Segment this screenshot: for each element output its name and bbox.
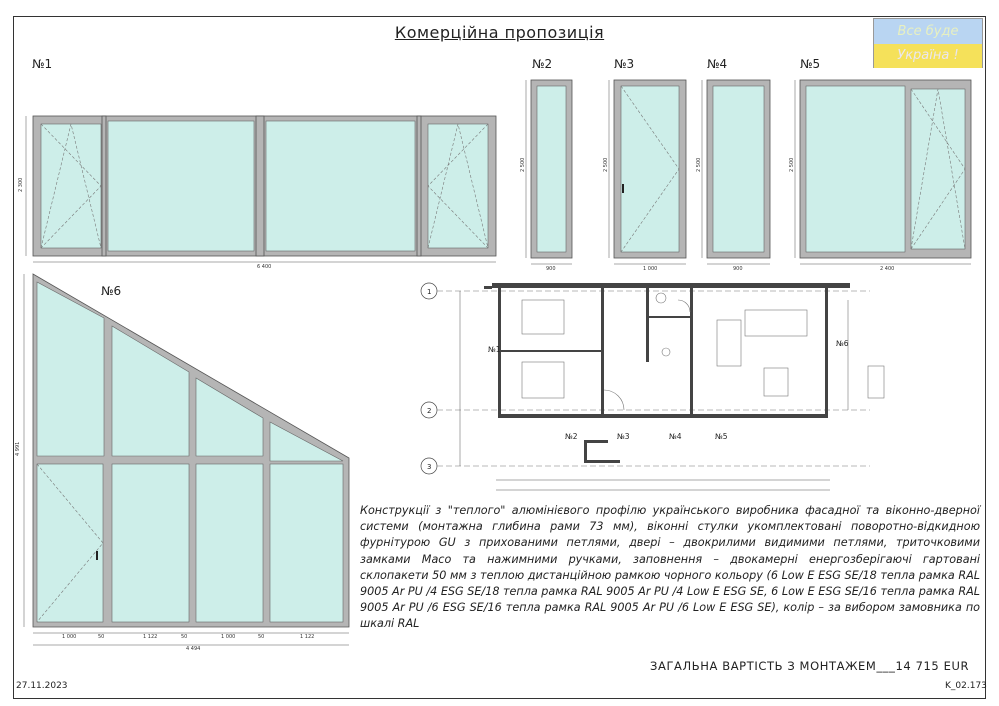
item-label-2: №2 [532,57,553,71]
item-label-6: №6 [101,284,122,298]
slogan-line-1: Все буде [874,19,982,44]
plan-mark-1: №1 [488,345,501,354]
item-label-3: №3 [614,57,635,71]
w6-width-a: 1 000 [62,634,77,640]
w2-height: 2 500 [520,157,526,172]
w4-height: 2 500 [696,157,702,172]
w6-width-total: 4 494 [186,646,201,652]
plan-mark-4: №4 [669,432,682,441]
plan-axis-3: 3 [427,463,432,471]
w3-width: 1 000 [643,266,658,272]
page-title: Комерційна пропозиція [394,23,605,42]
plan-mark-5: №5 [715,432,728,441]
w6-width-g: 1 122 [300,634,315,640]
w5-width: 2 400 [880,266,895,272]
w2-width: 900 [546,266,556,272]
w4-width: 900 [733,266,743,272]
item-label-5: №5 [800,57,821,71]
w1-glass-3 [266,121,415,251]
window-4 [702,80,770,264]
plan-mark-2: №2 [565,432,578,441]
document-code: K_02.173 [945,681,987,691]
w6-width-c: 1 122 [143,634,158,640]
window-1 [26,116,496,262]
window-2 [526,80,572,264]
w1-width: 6 400 [257,264,272,270]
plan-mark-3: №3 [617,432,630,441]
plan-axis-1: 1 [427,288,432,296]
specification-text: Конструкції з "теплого" алюмінієвого профілю українського виробника фасадної та віконно-дверної системи (монтажна глибина рами 73 мм), віконні стулки укомплектовані поворотно-відкидною фурнітурою GU з прихованими петлями, двері – двокрилими видимими петлями, триточковими замками Maco та нажимними ручками, заповнення – двокамерні енергозберігаючі гартовані склопакети 50 мм з теплою дистанційною рамкою чорного кольору (6 Low E ESG SE/18 тепла рамка RAL 9005 Ar PU /4 ESG SE/18 тепла рамка RAL 9005 Ar PU /4 Low E ESG SE, 6 Low E ESG SE/16 тепла рамка RAL 9005 Ar PU /6 ESG SE/16 тепла рамка RAL 9005 Ar PU /6 Low E ESG SE), колір – за вибором замовника по шкалі RAL [360,504,980,631]
total-price: ЗАГАЛЬНА ВАРТІСТЬ З МОНТАЖЕМ___14 715 EUR [650,659,970,673]
w1-sash-left [41,124,101,248]
w3-height: 2 500 [603,157,609,172]
document-date: 27.11.2023 [16,681,68,691]
floor-plan [421,283,884,490]
w6-height: 4 991 [15,441,21,456]
w1-glass-2 [108,121,254,251]
item-label-1: №1 [32,57,53,71]
w6-width-e: 1 000 [221,634,236,640]
facade-6 [24,274,349,645]
w6-width-b: 50 [98,634,105,640]
window-5 [795,80,971,264]
plan-mark-6: №6 [836,339,849,348]
w6-width-f: 50 [258,634,265,640]
w1-sash-right [428,124,488,248]
w6-width-d: 50 [181,634,188,640]
w5-height: 2 500 [789,157,795,172]
item-label-4: №4 [707,57,728,71]
slogan-line-2: Україна ! [874,44,982,68]
door-3 [609,80,686,264]
w1-height: 2 300 [18,177,24,192]
plan-axis-2: 2 [427,407,432,415]
